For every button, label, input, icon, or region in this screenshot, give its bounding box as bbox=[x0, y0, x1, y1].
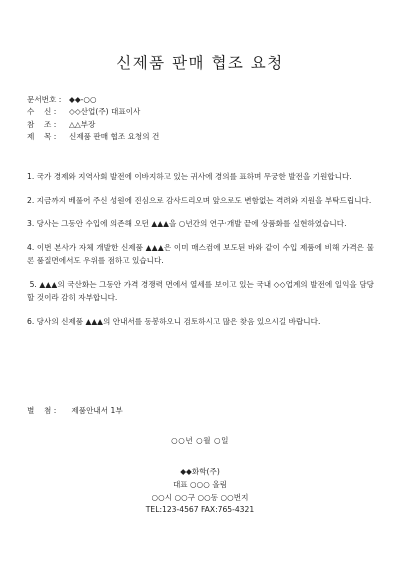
sender-block bbox=[0, 466, 400, 517]
meta-label: 문서번호 : bbox=[27, 95, 62, 104]
meta-label: 참 조 : bbox=[27, 119, 57, 129]
sender-company: ◆◆화학(주) bbox=[180, 467, 220, 476]
sender-address: ○○시 ○○구 ○○동 ○○번지 bbox=[151, 492, 249, 502]
meta-value: △△부장 bbox=[69, 119, 96, 129]
meta-value: ◆◆-○○ bbox=[69, 95, 97, 104]
meta-row-reference bbox=[27, 119, 159, 131]
paragraph-5: 5. ▲▲▲의 국산화는 그동안 가격 경쟁력 면에서 열세를 보이고 있는 국내 ◇◇업계의 발전에 일익을 담당할 것이라 감히 자부합니다. bbox=[27, 280, 374, 303]
paragraph-2: 2. 지금까지 베풀어 주신 성원에 진심으로 감사드리오며 앞으로도 변함없는 격려와 지원을 부탁드립니다. bbox=[27, 195, 372, 205]
document-title: 신제품 판매 협조 요청 bbox=[116, 54, 284, 72]
sender-contact: TEL:123-4567 FAX:765-4321 bbox=[145, 505, 255, 515]
document-meta bbox=[27, 94, 159, 144]
meta-label: 제 목 : bbox=[27, 132, 57, 142]
meta-value: 신제품 판매 협조 요청의 건 bbox=[69, 132, 160, 142]
meta-row-recipient bbox=[27, 106, 159, 118]
meta-value: ◇◇산업(주) 대표이사 bbox=[69, 107, 141, 117]
paragraph-3: 3. 당사는 그동안 수입에 의존해 오던 ▲▲▲을 ○년간의 연구·개발 끝에 상품화를 실현하였습니다. bbox=[27, 219, 347, 229]
attachment-label: 별 첨 : bbox=[27, 406, 57, 415]
document-body bbox=[27, 170, 374, 339]
attachment-line bbox=[27, 405, 123, 416]
document-date: ○○년 ○월 ○일 bbox=[171, 436, 229, 445]
meta-row-subject bbox=[27, 131, 159, 143]
meta-row-doc-number bbox=[27, 94, 159, 106]
paragraph-4: 4. 이번 본사가 자체 개발한 신제품 ▲▲▲은 이미 매스컴에 보도된 바와 같이 수입 제품에 비해 가격은 물론 품질면에서도 우위를 점하고 있습니다. bbox=[27, 243, 374, 266]
sender-representative: 대표 ○○○ 올림 bbox=[172, 479, 228, 489]
attachment-value: 제품안내서 1부 bbox=[71, 406, 123, 415]
meta-label: 수 신 : bbox=[27, 107, 57, 117]
paragraph-1: 1. 국가 경제와 지역사회 발전에 이바지하고 있는 귀사에 경의를 표하며 무궁한 발전을 기원합니다. bbox=[27, 172, 352, 181]
paragraph-6: 6. 당사의 신제품 ▲▲▲의 안내서를 동봉하오니 검토하시고 많은 찾음 있으시길 바랍니다. bbox=[27, 316, 321, 326]
